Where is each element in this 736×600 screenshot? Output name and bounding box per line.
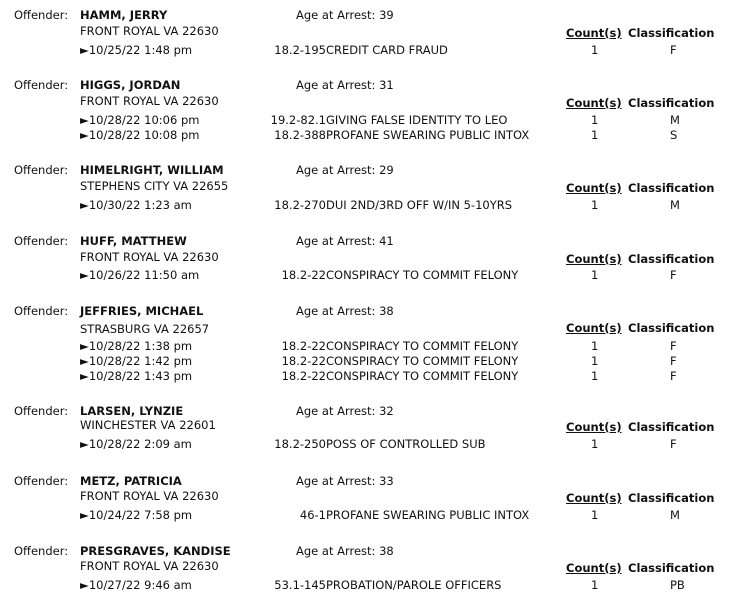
offender-5-charge-2-classification: F <box>670 354 677 368</box>
offender-3-label: Offender: <box>14 163 69 177</box>
offender-3-age: Age at Arrest: 29 <box>296 163 394 177</box>
offender-8-classification-header: Classification <box>628 561 715 575</box>
offender-5-charge-1-description: CONSPIRACY TO COMMIT FELONY <box>326 339 519 353</box>
offender-7-charge-1-date: ►10/24/22 7:58 pm <box>80 508 193 522</box>
offender-3-address: STEPHENS CITY VA 22655 <box>80 179 229 193</box>
offender-6-charge-1-description: POSS OF CONTROLLED SUB <box>326 437 486 451</box>
offender-8-charge-1-description: PROBATION/PAROLE OFFICERS <box>326 578 502 592</box>
offender-1-name: HAMM, JERRY <box>80 8 168 22</box>
offender-6-count-header: Count(s) <box>566 420 622 434</box>
offender-6-charge-1-classification: F <box>670 437 677 451</box>
offender-7-charge-1-code: 46-1 <box>299 508 326 522</box>
offender-4-address: FRONT ROYAL VA 22630 <box>80 250 219 264</box>
offender-2-count-header: Count(s) <box>566 96 622 110</box>
offender-2-charge-2-code: 18.2-388 <box>274 128 326 142</box>
offender-7-charge-1-description: PROFANE SWEARING PUBLIC INTOX <box>326 508 530 522</box>
offender-5-charge-3-classification: F <box>670 369 677 383</box>
offender-4-name: HUFF, MATTHEW <box>80 234 187 248</box>
offender-1-charge-1-classification: F <box>670 43 677 57</box>
offender-1-age: Age at Arrest: 39 <box>296 8 394 22</box>
offender-2-address: FRONT ROYAL VA 22630 <box>80 94 219 108</box>
offender-8-age: Age at Arrest: 38 <box>296 544 394 558</box>
offender-4-label: Offender: <box>14 234 69 248</box>
offender-5-age: Age at Arrest: 38 <box>296 304 394 318</box>
offender-8-charge-1-code: 53.1-145 <box>274 578 326 592</box>
offender-3-name: HIMELRIGHT, WILLIAM <box>80 163 224 177</box>
offender-4-classification-header: Classification <box>628 252 715 266</box>
offender-8-count-header: Count(s) <box>566 561 622 575</box>
offender-7-charge-1-classification: M <box>670 508 680 522</box>
offender-8-charge-1-date: ►10/27/22 9:46 am <box>80 578 192 592</box>
offender-7-name: METZ, PATRICIA <box>80 474 182 488</box>
offender-5-count-header: Count(s) <box>566 321 622 335</box>
offender-2-charge-1-description: GIVING FALSE IDENTITY TO LEO <box>326 113 508 127</box>
offender-7-address: FRONT ROYAL VA 22630 <box>80 489 219 503</box>
offender-6-address: WINCHESTER VA 22601 <box>80 418 216 432</box>
offender-4-charge-1-code: 18.2-22 <box>281 268 326 282</box>
offender-2-charge-2-count: 1 <box>591 128 599 142</box>
offender-4-charge-1-date: ►10/26/22 11:50 am <box>80 268 200 282</box>
offender-5-charge-2-date: ►10/28/22 1:42 pm <box>80 354 193 368</box>
offender-5-charge-1-date: ►10/28/22 1:38 pm <box>80 339 193 353</box>
offender-7-label: Offender: <box>14 474 69 488</box>
offender-2-name: HIGGS, JORDAN <box>80 78 181 92</box>
offender-5-charge-3-description: CONSPIRACY TO COMMIT FELONY <box>326 369 519 383</box>
offender-4-charge-1-description: CONSPIRACY TO COMMIT FELONY <box>326 268 519 282</box>
offender-4-charge-1-classification: F <box>670 268 677 282</box>
offender-1-label: Offender: <box>14 8 69 22</box>
offender-4-count-header: Count(s) <box>566 252 622 266</box>
offender-7-classification-header: Classification <box>628 491 715 505</box>
offender-5-charge-1-count: 1 <box>591 339 599 353</box>
offender-2-charge-1-code: 19.2-82.1 <box>270 113 326 127</box>
offender-1-classification-header: Classification <box>628 26 715 40</box>
offender-7-count-header: Count(s) <box>566 491 622 505</box>
offender-5-charge-2-count: 1 <box>591 354 599 368</box>
offender-8-charge-1-classification: PB <box>670 578 685 592</box>
offender-5-charge-2-code: 18.2-22 <box>281 354 326 368</box>
offender-1-address: FRONT ROYAL VA 22630 <box>80 24 219 38</box>
offender-5-charge-3-date: ►10/28/22 1:43 pm <box>80 369 193 383</box>
offender-1-charge-1-code: 18.2-195 <box>274 43 326 57</box>
offender-1-count-header: Count(s) <box>566 26 622 40</box>
offender-4-charge-1-count: 1 <box>591 268 599 282</box>
offender-7-charge-1-count: 1 <box>591 508 599 522</box>
offender-8-address: FRONT ROYAL VA 22630 <box>80 559 219 573</box>
offender-6-label: Offender: <box>14 404 69 418</box>
offender-2-charge-2-classification: S <box>670 128 678 142</box>
offender-2-label: Offender: <box>14 78 69 92</box>
offender-5-charge-1-code: 18.2-22 <box>281 339 326 353</box>
offender-5-label: Offender: <box>14 304 69 318</box>
offender-8-name: PRESGRAVES, KANDISE <box>80 544 231 558</box>
offender-5-charge-3-code: 18.2-22 <box>281 369 326 383</box>
offender-6-charge-1-count: 1 <box>591 437 599 451</box>
offender-8-charge-1-count: 1 <box>591 578 599 592</box>
offender-2-charge-1-classification: M <box>670 113 680 127</box>
offender-2-charge-1-count: 1 <box>591 113 599 127</box>
offender-5-name: JEFFRIES, MICHAEL <box>80 304 204 318</box>
offender-2-age: Age at Arrest: 31 <box>296 78 394 92</box>
offender-6-age: Age at Arrest: 32 <box>296 404 394 418</box>
offender-1-charge-1-count: 1 <box>591 43 599 57</box>
offender-5-charge-3-count: 1 <box>591 369 599 383</box>
offender-5-charge-2-description: CONSPIRACY TO COMMIT FELONY <box>326 354 519 368</box>
offender-2-charge-1-date: ►10/28/22 10:06 pm <box>80 113 200 127</box>
offender-3-classification-header: Classification <box>628 181 715 195</box>
offender-5-address: STRASBURG VA 22657 <box>80 322 210 336</box>
offender-7-age: Age at Arrest: 33 <box>296 474 394 488</box>
offender-6-charge-1-date: ►10/28/22 2:09 am <box>80 437 192 451</box>
offender-6-name: LARSEN, LYNZIE <box>80 404 184 418</box>
offender-3-charge-1-classification: M <box>670 198 680 212</box>
offender-6-classification-header: Classification <box>628 420 715 434</box>
offender-1-charge-1-description: CREDIT CARD FRAUD <box>326 43 448 57</box>
offender-3-charge-1-count: 1 <box>591 198 599 212</box>
offender-5-charge-1-classification: F <box>670 339 677 353</box>
offender-6-charge-1-code: 18.2-250 <box>274 437 326 451</box>
offender-4-age: Age at Arrest: 41 <box>296 234 394 248</box>
offender-3-charge-1-code: 18.2-270 <box>274 198 326 212</box>
offender-3-count-header: Count(s) <box>566 181 622 195</box>
offender-3-charge-1-date: ►10/30/22 1:23 am <box>80 198 192 212</box>
offender-2-charge-2-description: PROFANE SWEARING PUBLIC INTOX <box>326 128 530 142</box>
offender-2-classification-header: Classification <box>628 96 715 110</box>
offender-8-label: Offender: <box>14 544 69 558</box>
offender-3-charge-1-description: DUI 2ND/3RD OFF W/IN 5-10YRS <box>326 198 513 212</box>
offender-1-charge-1-date: ►10/25/22 1:48 pm <box>80 43 193 57</box>
offender-2-charge-2-date: ►10/28/22 10:08 pm <box>80 128 200 142</box>
offender-5-classification-header: Classification <box>628 321 715 335</box>
